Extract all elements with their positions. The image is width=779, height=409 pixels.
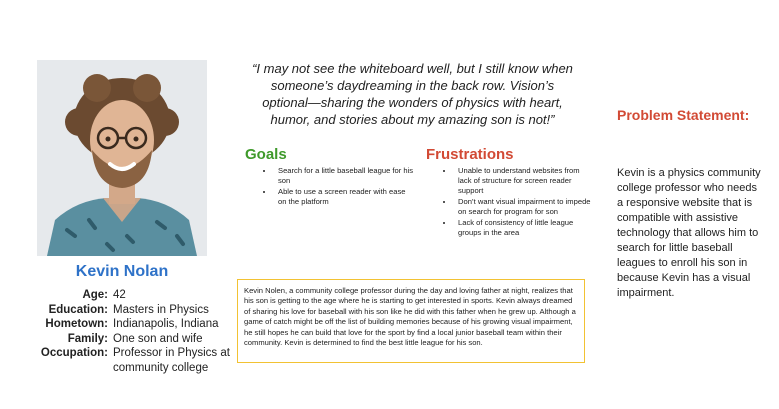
persona-photo <box>37 60 207 256</box>
persona-bio: Kevin Nolen, a community college professor during the day and loving father at night, realizes that his son is getting to the age where he is starting to get interested in sports. Kevin always dreamed of sharing his love for baseball with his son like he did with this father when he grew up. Although a game of catch might be off the list of building memories because of his growing visual impairment, he still hopes he can build that love for the sport by find a local junior baseball team within their community. Kevin is determined to find the best little league for his son. <box>237 279 585 363</box>
goals-heading: Goals <box>245 146 287 163</box>
goal-item: • Search for a little baseball league for his son <box>274 166 415 186</box>
fact-value: Indianapolis, Indiana <box>113 318 219 330</box>
fact-label: Hometown: <box>45 318 108 330</box>
fact-label: Occupation: <box>40 347 108 359</box>
persona-quote: “I may not see the whiteboard well, but I still know when someone’s daydreaming in the back row. Vision’s optional—sharing the wonders of physics with heart, humor, and stories about my amazing son is not!” <box>252 61 573 127</box>
fact-age <box>32 288 242 303</box>
persona-facts <box>32 288 242 375</box>
fact-label: Education: <box>48 303 108 316</box>
fact-family <box>32 332 242 347</box>
frustration-item: • Don’t want visual impairment to impede on search for program for son <box>454 197 595 217</box>
fact-occupation <box>32 346 242 375</box>
frustrations-heading: Frustrations <box>426 146 514 163</box>
fact-education <box>32 303 242 318</box>
goals-list <box>240 166 415 208</box>
goal-item: • Able to use a screen reader with ease on the platform <box>274 187 415 207</box>
persona-name: Kevin Nolan <box>75 263 169 280</box>
fact-label: Family: <box>67 332 108 345</box>
fact-value: Professor in Physics at community college <box>113 347 230 374</box>
frustration-item: • Unable to understand websites from lack of structure for screen reader support <box>454 166 595 196</box>
fact-value: Masters in Physics <box>113 303 209 316</box>
fact-label: Age: <box>82 289 108 301</box>
fact-value: One son and wife <box>113 332 203 345</box>
fact-value: 42 <box>113 289 126 301</box>
fact-hometown <box>32 317 242 332</box>
frustration-item: • Lack of consistency of little league groups in the area <box>454 218 595 238</box>
problem-statement-body: Kevin is a physics community college professor who needs a responsive website that is compatible with assistive technology that allows him to search for little baseball leagues to enroll his son in because Kevin has a visual impairment. <box>617 167 761 299</box>
frustrations-list <box>420 166 595 239</box>
problem-statement-title: Problem Statement: <box>617 107 750 123</box>
